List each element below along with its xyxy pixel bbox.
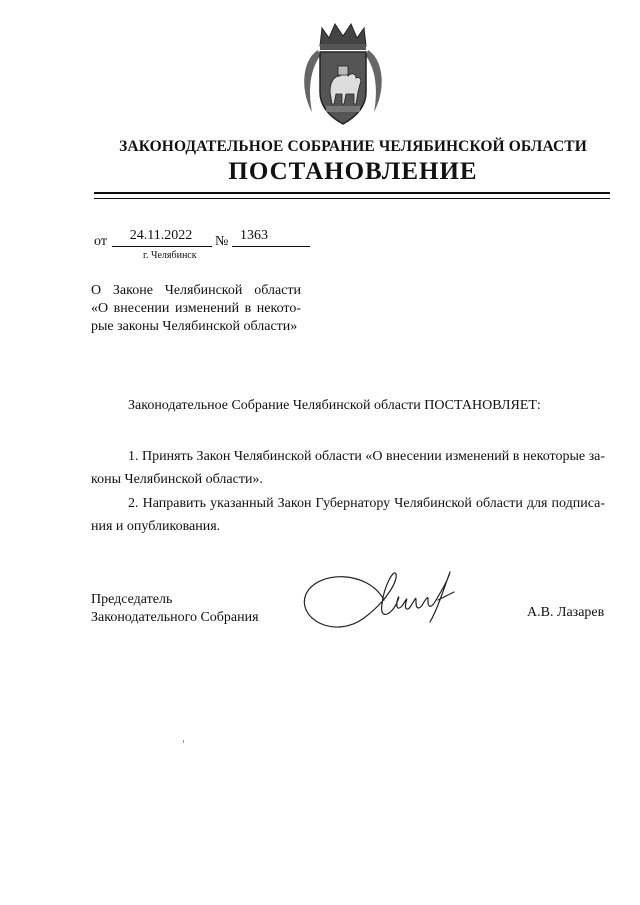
signature-icon [298, 560, 488, 650]
subject-line: рые законы Челябинской области» [91, 319, 298, 334]
signatory-title-line: Законодательного Собрания [91, 610, 259, 625]
document-subject [91, 282, 301, 336]
document-type-title: ПОСТАНОВЛЕНИЕ [228, 158, 478, 185]
organization-title: ЗАКОНОДАТЕЛЬНОЕ СОБРАНИЕ ЧЕЛЯБИНСКОЙ ОБЛАСТИ [119, 138, 587, 155]
signatory-name: А.В. Лазарев [527, 605, 605, 620]
date-underline [112, 246, 212, 247]
resolution-item-2 [91, 492, 605, 538]
signatory-title [91, 591, 259, 627]
paragraph-line: коны Челябинской области». [91, 472, 263, 487]
document-number: 1363 [240, 228, 268, 243]
number-underline [232, 246, 310, 247]
preamble: Законодательное Собрание Челябинской области ПОСТАНОВЛЯЕТ: [128, 398, 541, 413]
header-divider-thick [94, 192, 610, 194]
header-divider-thin [94, 198, 610, 199]
paragraph-line: 1. Принять Закон Челябинской области «О внесении изменений в некоторые за- [128, 449, 605, 464]
coat-of-arms-icon [298, 20, 388, 128]
paragraph-line: 2. Направить указанный Закон Губернатору Челябинской области для подписа- [128, 496, 605, 511]
subject-line: О Законе Челябинской области [91, 283, 301, 298]
number-sign: № [215, 234, 229, 249]
paragraph-line: ния и опубликования. [91, 519, 221, 534]
resolution-item-1 [91, 445, 605, 491]
document-date: 24.11.2022 [129, 228, 193, 243]
signatory-title-line: Председатель [91, 592, 173, 607]
scan-artifact [183, 740, 184, 743]
subject-line: «О внесении изменений в некото- [91, 301, 301, 316]
document-city: г. Челябинск [143, 250, 197, 261]
date-prefix: от [94, 234, 107, 249]
